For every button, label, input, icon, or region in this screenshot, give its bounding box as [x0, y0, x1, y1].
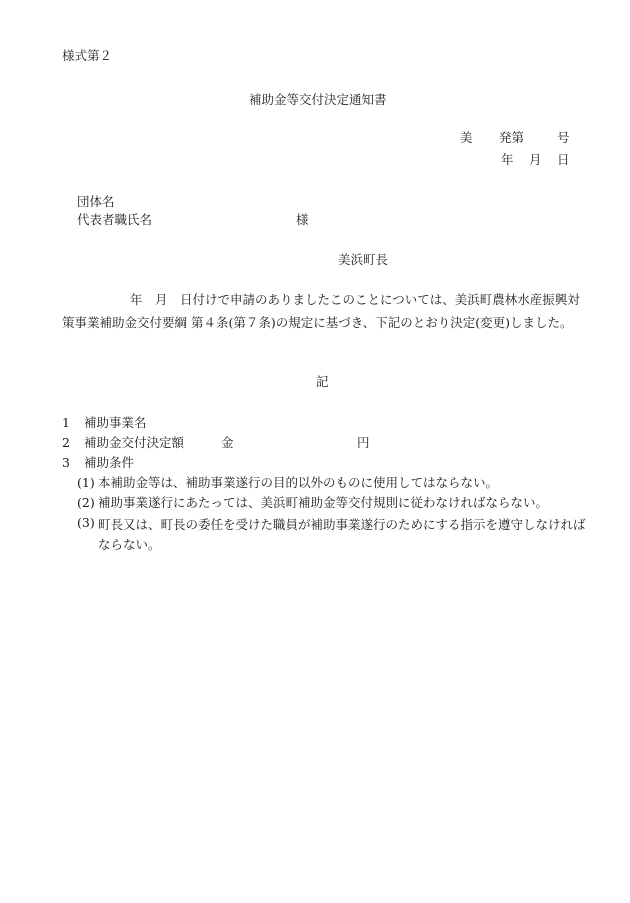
condition-2-text: 補助事業遂行にあたっては、美浜町補助金等交付規則に従わなければならない。: [98, 495, 549, 510]
org-name-label: 団体名: [77, 194, 115, 209]
condition-3-number: (3): [77, 515, 95, 530]
body-paragraph: [62, 289, 590, 334]
honorific: 様: [296, 212, 309, 227]
condition-3-text-content: 町長又は、町長の委任を受けた職員が補助事業遂行のためにする指示を遵守しなければならない。: [98, 517, 586, 552]
form-label: 様式第２: [62, 48, 113, 63]
condition-3-text: [98, 515, 594, 555]
ref-suffix: 号: [557, 130, 570, 145]
representative-label: 代表者職氏名: [77, 212, 153, 227]
ki-heading: 記: [316, 374, 329, 389]
ref-prefix: 美: [460, 130, 473, 145]
item-2-label: 補助金交付決定額: [84, 435, 185, 450]
ref-middle: 発第: [499, 130, 525, 145]
item-2-number: 2: [62, 435, 70, 450]
date-day: 日: [557, 152, 570, 167]
date-month: 月: [529, 152, 542, 167]
amount-suffix: 円: [357, 435, 370, 450]
item-3-label: 補助条件: [84, 455, 135, 470]
condition-2-number: (2): [77, 495, 95, 510]
date-year: 年: [501, 152, 514, 167]
body-text: 年 月 日付けで申請のありましたこのことについては、美浜町農林水産振興対策事業補助金交付要綱 第４条(第７条)の規定に基づき、下記のとおり決定(変更)しました。: [62, 292, 580, 330]
document-title: 補助金等交付決定通知書: [249, 92, 387, 107]
amount-prefix: 金: [221, 435, 234, 450]
item-1-label: 補助事業名: [84, 415, 147, 430]
issuer: 美浜町長: [338, 252, 389, 267]
condition-1-number: (1): [77, 475, 95, 490]
item-1-number: 1: [62, 415, 70, 430]
condition-1-text: 本補助金等は、補助事業遂行の目的以外のものに使用してはならない。: [98, 475, 499, 490]
item-3-number: 3: [62, 455, 70, 470]
